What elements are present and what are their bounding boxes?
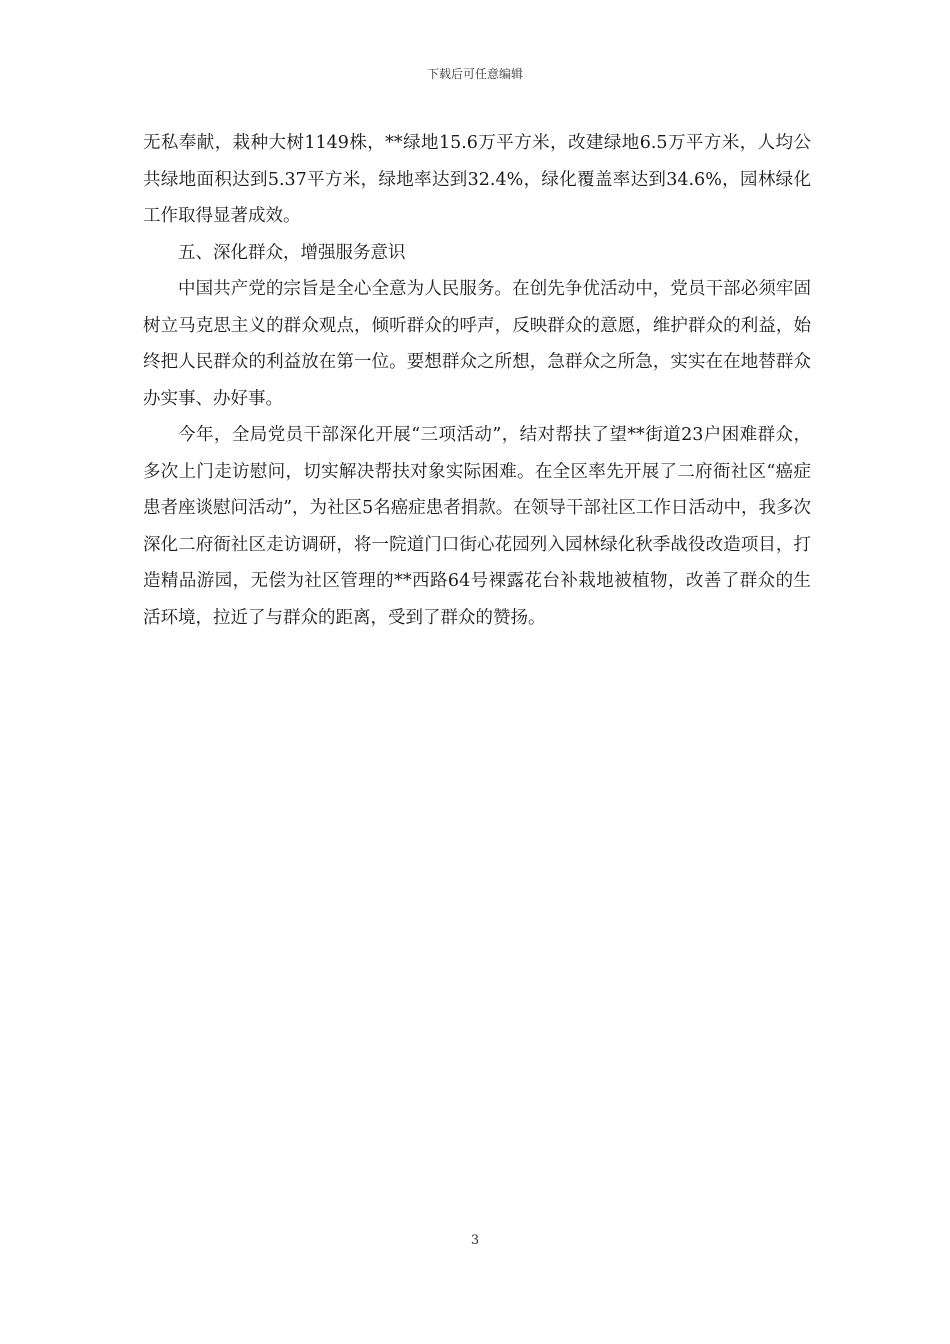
body-paragraph: 中国共产党的宗旨是全心全意为人民服务。在创先争优活动中，党员干部必须牢固树立马克思主义的群众观点，倾听群众的呼声，反映群众的意愿，维护群众的利益，始终把人民群众的利益放在第一位。要想群众之所想，急群众之所急，实实在在地替群众办实事、办好事。 [143,279,811,409]
section-heading: 五、深化群众，增强服务意识 [178,242,406,263]
page-header: 下载后可任意编辑 [426,67,523,81]
body-paragraph: 无私奉献，栽种大树1149株，**绿地15.6万平方米，改建绿地6.5万平方米，人均公共绿地面积达到5.37平方米，绿地率达到32.4%，绿化覆盖率达到34.6%，园林绿化工作取得显著成效。 [143,133,811,226]
document-body [143,125,811,636]
body-paragraph: 今年，全局党员干部深化开展“三项活动”，结对帮扶了望**街道23户困难群众，多次上门走访慰问，切实解决帮扶对象实际困难。在全区率先开展了二府衙社区“癌症患者座谈慰问活动”，为社区5名癌症患者捐款。在领导干部社区工作日活动中，我多次深化二府衙社区走访调研，将一院道门口街心花园列入园林绿化秋季战役改造项目，打造精品游园，无偿为社区管理的**西路64号裸露花台补栽地被植物，改善了群众的生活环境，拉近了与群众的距离，受到了群众的赞扬。 [143,425,811,628]
page-number: 3 [470,1233,480,1248]
